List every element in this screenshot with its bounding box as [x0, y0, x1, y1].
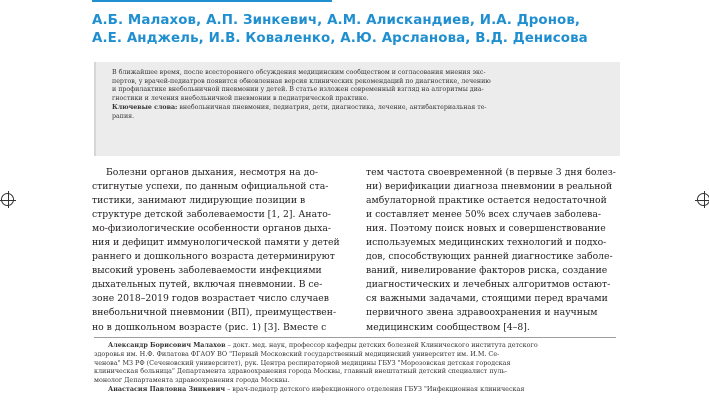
body-line: стигнутые успехи, по данным официальной ста-: [92, 181, 329, 193]
bio-line: монолог Департамента здравоохранения города Москвы.: [94, 376, 290, 385]
authors-line-2: А.Е. Анджель, И.В. Коваленко, А.Ю. Арсланова, В.Д. Денисова: [92, 31, 588, 46]
author-bios: [94, 341, 628, 394]
body-line: используемых медицинских технологий и подхо-: [366, 237, 607, 249]
abstract-block: [112, 69, 608, 121]
body-line: дов, способствующих ранней диагностике заболе-: [366, 251, 613, 263]
body-line: структуре детской заболеваемости [1, 2]. Анато-: [92, 209, 331, 221]
bio-name: Анастасия Павловна Зинкевич: [108, 384, 226, 393]
registration-mark-icon: [697, 193, 709, 206]
body-line: ния. Поэтому поиск новых и совершенствование: [366, 223, 606, 235]
body-line: амбулаторной практике остается недостаточной: [366, 195, 607, 207]
body-line: диагностических и лечебных алгоритмов остают-: [366, 279, 611, 291]
body-line: ся важными задачами, стоящими перед врачами: [366, 293, 608, 305]
body-line: первичного звена здравоохранения и научным: [366, 307, 598, 319]
body-line: Болезни органов дыхания, несмотря на до-: [106, 167, 319, 178]
bio-line: ченова" МЗ РФ (Сеченовский университет), рук. Центра респираторной медицины ГБУЗ "Морозовская детская городская: [94, 358, 511, 367]
abstract-line: В ближайшее время, после всестороннего обсуждения медицинским сообществом и согласования мнения экс-: [112, 69, 486, 76]
body-line: мо-физиологические особенности органов дыха-: [92, 223, 331, 235]
body-line: медицинским сообществом [4–8].: [366, 321, 530, 333]
body-line: тистики, занимают лидирующие позиции в: [92, 195, 306, 207]
keywords-line: [112, 104, 608, 113]
body-line: ни) верификации диагноза пневмонии в реальной: [366, 181, 613, 193]
authors-line-1: А.Б. Малахов, А.П. Зинкевич, А.М. Алискандиев, И.А. Дронов,: [92, 13, 581, 28]
body-line: зоне 2018–2019 годов возрастает число случаев: [92, 293, 329, 305]
body-line: дыхательных путей, включая пневмонии. В се-: [92, 279, 323, 291]
body-column-right: [366, 166, 626, 335]
abstract-line: гностики и лечения внебольничной пневмонии в педиатрической практике.: [112, 95, 369, 103]
authors-block: [92, 12, 692, 48]
keywords-text: внебольничная пневмония, педиатрия, дети, диагностика, лечение, антибактериальная те-: [177, 103, 487, 111]
bio-line: [108, 341, 628, 350]
bio-line: клиническая больница" Департамента здравоохранения города Москвы, главный внештатный детский специалист пуль-: [94, 367, 508, 376]
keywords-line: рапия.: [112, 112, 135, 120]
abstract-line: пертов, у врачей-педиатров появится обновленная версия клинических рекомендаций по диагностике, лечению: [112, 77, 491, 85]
body-line: и составляет менее 50% всех случаев заболева-: [366, 209, 602, 221]
body-line: внебольничной пневмонии (ВП), преимуществен-: [92, 307, 337, 319]
bio-line: здоровья им. Н.Ф. Филатова ФГАОУ ВО "Первый Московский государственный медицинский университет им. И.М. Се-: [94, 349, 500, 358]
body-line: ния и дефицит иммунологической памяти у детей: [92, 237, 340, 249]
bio-text: – докт. мед. наук, профессор кафедры детских болезней Клинического института детского: [225, 341, 538, 349]
body-line: ваний, нивелирование факторов риска, создание: [366, 265, 608, 277]
body-line: высокий уровень заболеваемости инфекциями: [92, 265, 322, 277]
body-line: но в дошкольном возрасте (рис. 1) [3]. Вместе с: [92, 321, 327, 333]
title-text-bar: [92, 0, 332, 2]
body-line: тем частота своевременной (в первые 3 дня болез-: [366, 167, 616, 178]
title-fragment: [92, 0, 392, 2]
bio-name: Александр Борисович Малахов: [108, 341, 226, 349]
bio-text: – врач-педиатр детского инфекционного отделения ГБУЗ "Инфекционная клиническая: [225, 384, 525, 393]
abstract-line: и профилактике внебольничной пневмонии у детей. В статье изложен современный взгляд на алгоритмы диа-: [112, 86, 484, 94]
body-column-left: [92, 166, 352, 335]
keywords-label: Ключевые слова:: [112, 103, 178, 111]
bio-line: [108, 385, 628, 394]
registration-mark-icon: [1, 193, 14, 206]
body-line: раннего и дошкольного возраста детерминируют: [92, 251, 335, 263]
footnote-divider: [94, 337, 616, 338]
